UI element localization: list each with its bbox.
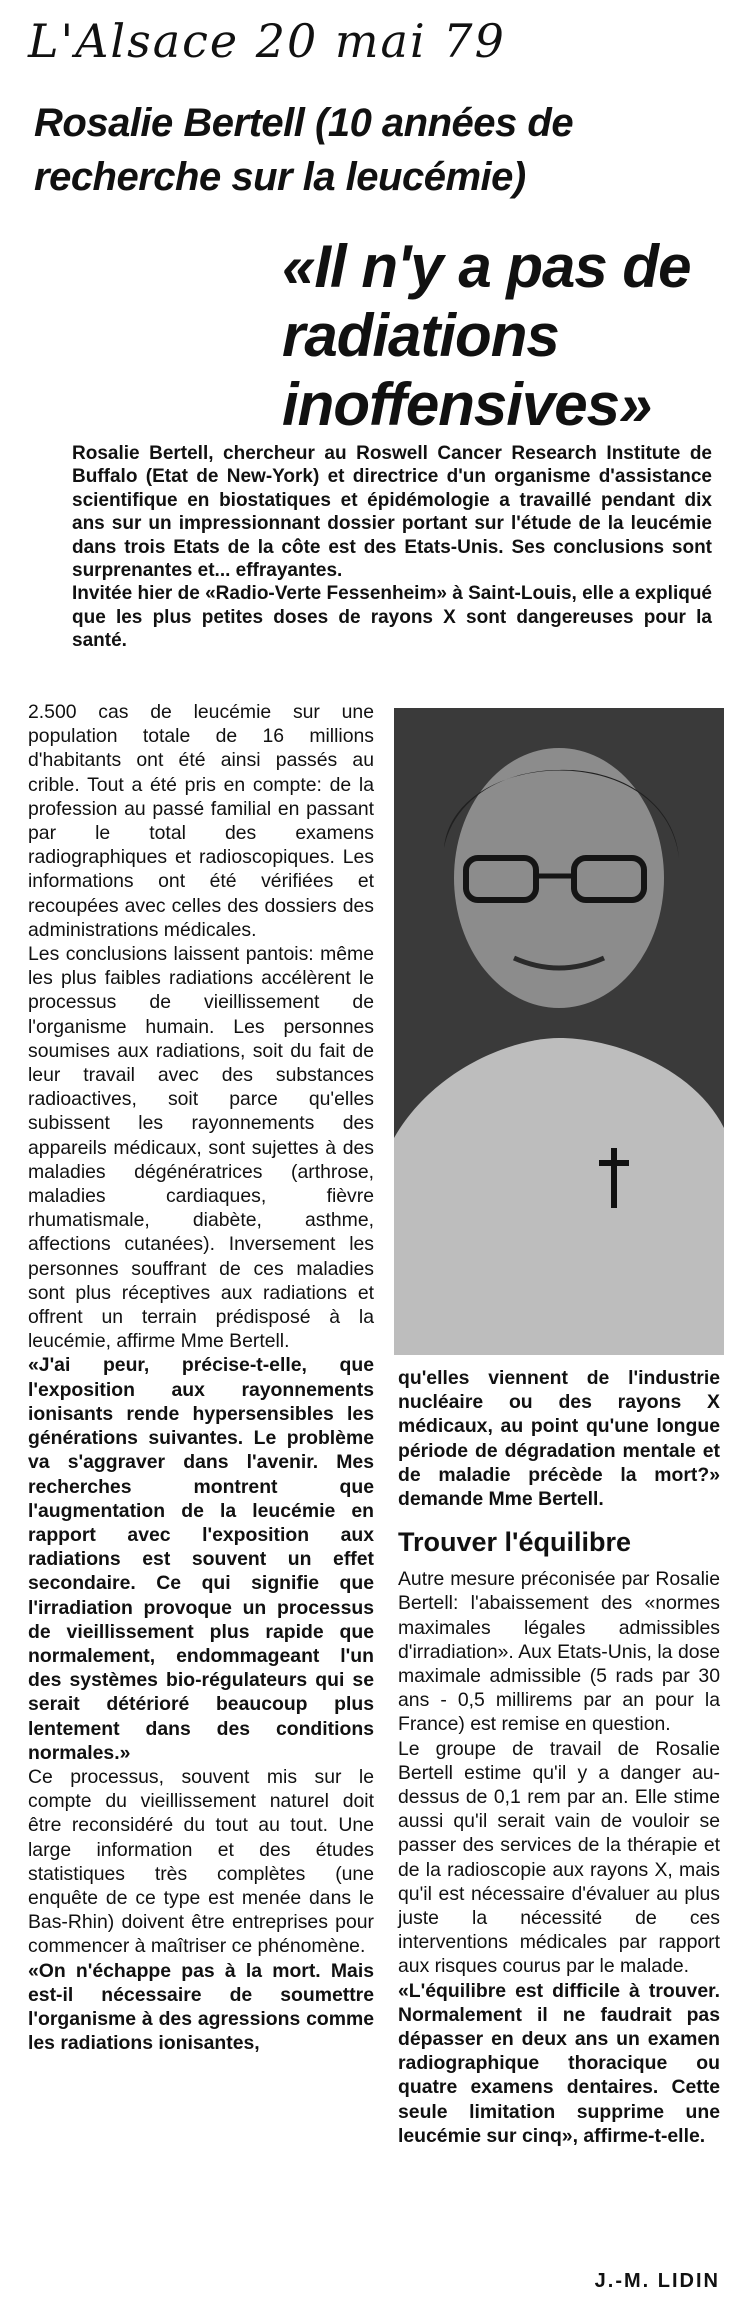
portrait-photo-icon (394, 708, 724, 1355)
quote-paragraph: «L'équilibre est difficile à trouver. Normalement il ne faudrait pas dépasser en deux ans un examen radiographique thoracique ou quatre examens dentaires. Cette seule limitation supprime une leucémie sur cinq», affirme-t-elle. (398, 1979, 720, 2147)
left-column (28, 700, 374, 2055)
body-paragraph: 2.500 cas de leucémie sur une population totale de 16 millions d'habitants ont été ainsi passés au crible. Tout a été pris en compte: de la profession au passé familial en passant par le total des examens radiographiques et radioscopiques. Les informations ont été vérifiées et recoupées avec celles des dossiers des administrations médicales. (28, 701, 374, 941)
lead-paragraph: Rosalie Bertell, chercheur au Roswell Cancer Research Institute de Buffalo (Etat de New-York) et directrice d'un organisme d'assistance scientifique en biostatiques et épidémologie a travaillé pendant dix ans sur un impressionnant dossier portant sur l'étude de la leucémie dans trois Etats de la côte est des Etats-Unis. Ses conclusions sont surprenantes et... effrayantes. (72, 443, 712, 582)
lead-paragraph: Invitée hier de «Radio-Verte Fessenheim» à Saint-Louis, elle a expliqué que les plus petites doses de rayons X sont dangereuses pour la santé. (72, 583, 712, 652)
body-paragraph: Autre mesure préconisée par Rosalie Bertell: l'abaissement des «normes maximales légales admissibles d'irradiation». Aux Etats-Unis, la dose maximale admissible (5 rads par 30 ans - 0,5 millirems par an pour la France) est remise en question. (398, 1568, 720, 1736)
article-headline: «Il n'y a pas de radiations inoffensives» (282, 233, 691, 438)
right-column (398, 1366, 720, 2148)
portrait-illustration (394, 708, 724, 1355)
article-lead (72, 442, 712, 653)
body-paragraph: Ce processus, souvent mis sur le compte du vieillissement naturel doit être reconsidéré du tout au tout. Une large information et des études statistiques très complètes (une enquête de ce type est menée dans le Bas-Rhin) doivent être entreprises pour commencer à maîtriser ce phénomène. (28, 1765, 374, 1958)
quote-paragraph: «J'ai peur, précise-t-elle, que l'exposition aux rayonnements ionisants rende hypersensibles les générations suivantes. Le problème va s'aggraver dans l'avenir. Mes recherches montrent que l'augmentation de la leucémie en rapport avec l'exposition aux radiations est souvent un effet secondaire. Ce qui signifie que l'irradiation provoque un processus de vieillissement plus rapide que normalement, endommageant l'un des systèmes bio-régulateurs qui se serait détérioré beaucoup plus lentement dans des conditions normales.» (28, 1354, 374, 1764)
handwritten-source-note: L'Alsace 20 mai 79 (28, 14, 506, 68)
body-paragraph: Le groupe de travail de Rosalie Bertell estime qu'il y a danger au-dessus de 0,1 rem par an. Elle stime aussi qu'il serait vain de vouloir se passer des services de la thérapie et de la radioscopie aux rayons X, mais qu'il est nécessaire d'évaluer au plus juste la nécessité de ces interventions médicales par rapport aux risques courus par le malade. (398, 1737, 720, 1978)
quote-paragraph: «On n'échappe pas à la mort. Mais est-il nécessaire de soumettre l'organisme à des agressions comme les radiations ionisantes, (28, 1959, 374, 2055)
quote-paragraph: qu'elles viennent de l'industrie nucléaire ou des rayons X médicaux, au point qu'une longue période de dégradation mentale et de maladie précède la mort?» demande Mme Bertell. (398, 1367, 720, 1511)
author-byline: J.-M. LIDIN (594, 2270, 720, 2292)
article-title: Rosalie Bertell (10 années de recherche sur la leucémie) (34, 101, 574, 199)
body-paragraph: Les conclusions laissent pantois: même les plus faibles radiations accélèrent le processus de vieillissement de l'organisme humain. Les personnes soumises aux radiations, soit du fait de leur travail avec des substances radioactives, soit parce qu'elles subissent les rayonnements des appareils médicaux, sont sujettes à des maladies dégénératrices (arthrose, maladies cardiaques, fièvre rhumatismale, diabète, asthme, affections cutanées). Inversement les personnes souffrant de ces maladies sont plus réceptives aux radiations et offrent un terrain prédisposé à la leucémie, affirme Mme Bertell. (28, 943, 374, 1353)
section-subhead: Trouver l'équilibre (398, 1527, 631, 1558)
